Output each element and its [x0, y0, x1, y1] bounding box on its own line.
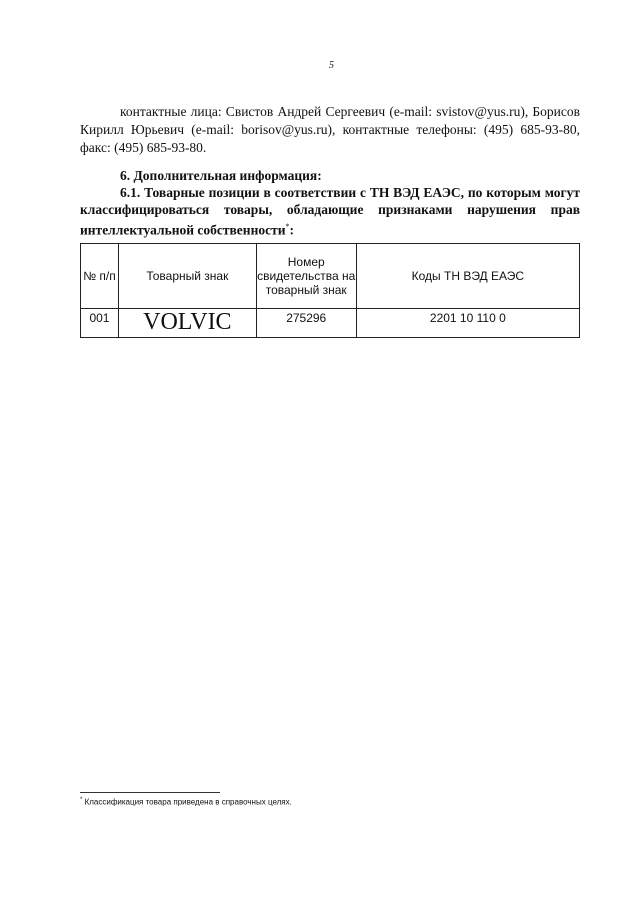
- trademark-table: [80, 243, 580, 338]
- table-header-row: [81, 244, 580, 309]
- cell-trademark: VOLVIC: [118, 309, 256, 338]
- footnote-mark: *: [80, 797, 83, 803]
- cell-number: 001: [81, 309, 119, 338]
- table-row: [81, 309, 580, 338]
- contacts-paragraph: контактные лица: Свистов Андрей Сергеевич (e-mail: svistov@yus.ru), Борисов Кирилл Юрьевич (e-mail: borisov@yus.ru), контактные телефоны: (495) 685-93-80, факс: (495) 685-93-80.: [80, 104, 580, 155]
- footnote-text: Классификация товара приведена в справочных целях.: [84, 797, 292, 807]
- cell-certificate: 275296: [256, 309, 356, 338]
- header-number: № п/п: [81, 244, 119, 309]
- subsection-colon: :: [289, 222, 294, 238]
- cell-codes: 2201 10 110 0: [356, 309, 579, 338]
- footnote: [80, 797, 292, 807]
- page-number: 5: [329, 60, 334, 71]
- header-certificate: Номер свидетельства на товарный знак: [256, 244, 356, 309]
- subsection-text: 6.1. Товарные позиции в соответствии с ТН ВЭД ЕАЭС, по которым могут классифицироваться товары, обладающие признаками нарушения прав интеллектуальной собственности: [80, 185, 580, 238]
- section-heading: 6. Дополнительная информация:: [120, 168, 322, 183]
- footnote-reference: *: [285, 222, 290, 231]
- footnote-divider: [80, 792, 220, 793]
- subsection-paragraph: [80, 184, 580, 239]
- header-codes: Коды ТН ВЭД ЕАЭС: [356, 244, 579, 309]
- header-trademark: Товарный знак: [118, 244, 256, 309]
